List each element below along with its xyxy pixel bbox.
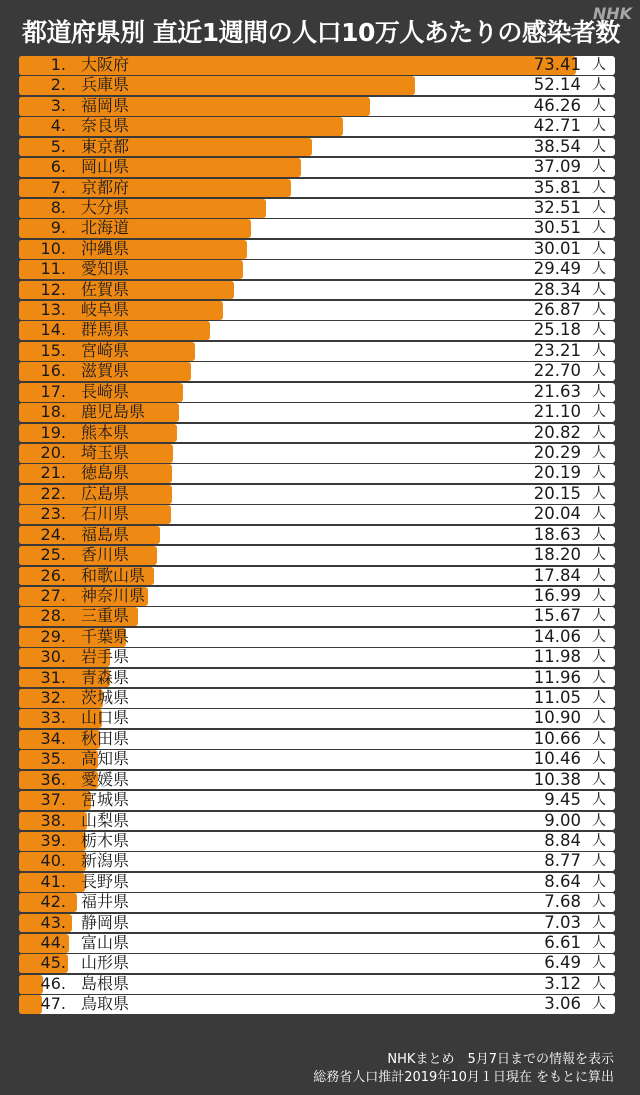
prefecture-label: 京都府	[81, 178, 130, 197]
prefecture-label: 群馬県	[81, 321, 130, 340]
rank-label: 40.	[40, 852, 66, 871]
unit-label: 人	[592, 792, 606, 809]
unit-label: 人	[592, 57, 606, 73]
value-label: 20.04	[533, 505, 581, 524]
table-row	[19, 179, 615, 198]
prefecture-label: 岐阜県	[81, 301, 130, 320]
unit-label: 人	[592, 894, 606, 911]
value-label: 18.63	[533, 525, 581, 544]
value-label: 15.67	[533, 607, 581, 626]
unit-label: 人	[592, 751, 606, 768]
unit-label: 人	[592, 363, 606, 380]
prefecture-label: 沖縄県	[81, 239, 130, 258]
value-label: 23.21	[533, 341, 581, 360]
table-row	[19, 485, 615, 504]
table-row	[19, 791, 615, 810]
value-label: 30.51	[533, 219, 581, 238]
prefecture-label: 愛知県	[81, 260, 130, 279]
prefecture-label: 徳島県	[81, 464, 130, 483]
rank-label: 47.	[40, 995, 66, 1014]
unit-label: 人	[592, 97, 606, 114]
table-row	[19, 158, 615, 177]
unit-label: 人	[592, 608, 606, 625]
unit-label: 人	[592, 342, 606, 359]
prefecture-label: 富山県	[81, 934, 130, 953]
prefecture-label: 兵庫県	[81, 76, 130, 95]
rank-label: 13.	[40, 301, 66, 320]
rank-label: 1.	[50, 56, 66, 74]
table-row	[19, 383, 615, 402]
value-label: 25.18	[533, 321, 581, 340]
value-label: 20.29	[533, 443, 581, 462]
rank-label: 46.	[40, 974, 66, 993]
rank-label: 19.	[40, 423, 66, 442]
unit-label: 人	[592, 853, 606, 870]
table-row	[19, 812, 615, 831]
unit-label: 人	[592, 669, 606, 686]
prefecture-label: 三重県	[81, 607, 130, 626]
unit-label: 人	[592, 812, 606, 829]
bar	[19, 117, 343, 136]
value-label: 22.70	[533, 362, 581, 381]
rank-label: 10.	[40, 239, 66, 258]
table-row	[19, 321, 615, 340]
prefecture-label: 熊本県	[81, 423, 130, 442]
table-row	[19, 97, 615, 116]
prefecture-label: 宮城県	[81, 791, 130, 810]
table-row	[19, 260, 615, 279]
value-label: 6.49	[544, 954, 581, 973]
prefecture-label: 広島県	[81, 484, 130, 503]
prefecture-label: 長崎県	[81, 382, 130, 401]
unit-label: 人	[592, 261, 606, 278]
prefecture-label: 岡山県	[81, 158, 130, 177]
table-row	[19, 709, 615, 728]
unit-label: 人	[592, 587, 606, 604]
rank-label: 7.	[50, 178, 66, 197]
unit-label: 人	[592, 506, 606, 523]
value-label: 52.14	[533, 76, 581, 95]
value-label: 20.15	[533, 484, 581, 503]
prefecture-label: 大分県	[81, 198, 130, 217]
rank-label: 42.	[40, 893, 66, 912]
value-label: 6.61	[544, 934, 581, 953]
table-row	[19, 954, 615, 973]
unit-label: 人	[592, 77, 606, 94]
rank-label: 38.	[40, 811, 66, 830]
value-label: 3.06	[544, 995, 581, 1014]
table-row	[19, 607, 615, 626]
rank-label: 15.	[40, 341, 66, 360]
value-label: 42.71	[533, 117, 581, 136]
table-row	[19, 219, 615, 238]
value-label: 30.01	[533, 239, 581, 258]
rank-label: 17.	[40, 382, 66, 401]
rank-label: 25.	[40, 546, 66, 565]
table-row	[19, 852, 615, 871]
unit-label: 人	[592, 240, 606, 257]
value-label: 10.66	[533, 729, 581, 748]
unit-label: 人	[592, 199, 606, 216]
prefecture-label: 佐賀県	[81, 280, 130, 299]
unit-label: 人	[592, 730, 606, 747]
table-row	[19, 199, 615, 218]
prefecture-label: 秋田県	[81, 729, 130, 748]
table-row	[19, 403, 615, 422]
value-label: 11.98	[533, 648, 581, 667]
prefecture-label: 青森県	[81, 668, 130, 687]
rank-label: 2.	[50, 76, 66, 95]
unit-label: 人	[592, 771, 606, 788]
value-label: 11.05	[533, 689, 581, 708]
rank-label: 16.	[40, 362, 66, 381]
prefecture-label: 長野県	[81, 872, 130, 891]
table-row	[19, 424, 615, 443]
value-label: 28.34	[533, 280, 581, 299]
prefecture-label: 福島県	[81, 525, 130, 544]
table-row	[19, 750, 615, 769]
unit-label: 人	[592, 649, 606, 666]
chart-title: 都道府県別 直近1週間の人口10万人あたりの感染者数	[22, 18, 620, 47]
prefecture-label: 宮崎県	[81, 341, 130, 360]
prefecture-label: 滋賀県	[81, 362, 130, 381]
rank-label: 44.	[40, 934, 66, 953]
value-label: 16.99	[533, 586, 581, 605]
value-label: 8.84	[544, 831, 581, 850]
bar	[19, 975, 43, 994]
unit-label: 人	[592, 955, 606, 972]
table-row	[19, 771, 615, 790]
rank-label: 26.	[40, 566, 66, 585]
value-label: 46.26	[533, 96, 581, 115]
table-row	[19, 730, 615, 749]
unit-label: 人	[592, 404, 606, 421]
value-label: 10.90	[533, 709, 581, 728]
unit-label: 人	[592, 547, 606, 564]
table-row	[19, 587, 615, 606]
value-label: 9.00	[544, 811, 581, 830]
nhk-watermark: NHK	[592, 4, 632, 23]
table-row	[19, 240, 615, 259]
unit-label: 人	[592, 465, 606, 482]
prefecture-label: 大阪府	[81, 56, 130, 74]
prefecture-label: 石川県	[81, 505, 130, 524]
unit-label: 人	[592, 322, 606, 339]
rank-label: 31.	[40, 668, 66, 687]
table-row	[19, 628, 615, 647]
value-label: 35.81	[533, 178, 581, 197]
rank-label: 29.	[40, 627, 66, 646]
bar	[19, 76, 415, 95]
unit-label: 人	[592, 159, 606, 176]
table-row	[19, 342, 615, 361]
rank-label: 20.	[40, 443, 66, 462]
value-label: 37.09	[533, 158, 581, 177]
value-label: 10.38	[533, 770, 581, 789]
rank-label: 35.	[40, 750, 66, 769]
prefecture-label: 山梨県	[81, 811, 130, 830]
prefecture-label: 香川県	[81, 546, 130, 565]
unit-label: 人	[592, 444, 606, 461]
table-row	[19, 893, 615, 912]
value-label: 21.10	[533, 403, 581, 422]
value-label: 20.19	[533, 464, 581, 483]
rank-label: 30.	[40, 648, 66, 667]
unit-label: 人	[592, 220, 606, 237]
rank-label: 3.	[50, 96, 66, 115]
table-row	[19, 914, 615, 933]
prefecture-label: 茨城県	[81, 689, 130, 708]
rank-label: 14.	[40, 321, 66, 340]
rank-label: 18.	[40, 403, 66, 422]
rank-label: 43.	[40, 913, 66, 932]
unit-label: 人	[592, 383, 606, 400]
rank-label: 21.	[40, 464, 66, 483]
rank-label: 28.	[40, 607, 66, 626]
rank-label: 41.	[40, 872, 66, 891]
value-label: 29.49	[533, 260, 581, 279]
unit-label: 人	[592, 485, 606, 502]
rank-label: 22.	[40, 484, 66, 503]
rank-label: 39.	[40, 831, 66, 850]
table-row	[19, 546, 615, 565]
prefecture-label: 山形県	[81, 954, 130, 973]
value-label: 3.12	[544, 974, 581, 993]
table-row	[19, 669, 615, 688]
unit-label: 人	[592, 118, 606, 135]
rank-label: 33.	[40, 709, 66, 728]
table-row	[19, 301, 615, 320]
table-row	[19, 56, 615, 75]
table-row	[19, 567, 615, 586]
unit-label: 人	[592, 302, 606, 319]
unit-label: 人	[592, 628, 606, 645]
unit-label: 人	[592, 996, 606, 1013]
value-label: 8.64	[544, 872, 581, 891]
unit-label: 人	[592, 179, 606, 196]
table-row	[19, 76, 615, 95]
prefecture-label: 静岡県	[81, 913, 130, 932]
unit-label: 人	[592, 914, 606, 931]
value-label: 38.54	[533, 137, 581, 156]
table-row	[19, 995, 615, 1014]
prefecture-label: 奈良県	[81, 117, 130, 136]
rank-label: 23.	[40, 505, 66, 524]
table-row	[19, 526, 615, 545]
prefecture-label: 埼玉県	[81, 443, 130, 462]
table-row	[19, 117, 615, 136]
value-label: 73.41	[533, 56, 581, 74]
prefecture-label: 福岡県	[81, 96, 130, 115]
prefecture-label: 東京都	[81, 137, 130, 156]
rank-label: 24.	[40, 525, 66, 544]
value-label: 20.82	[533, 423, 581, 442]
rank-label: 11.	[40, 260, 66, 279]
prefecture-label: 和歌山県	[81, 566, 146, 585]
rank-label: 32.	[40, 689, 66, 708]
table-row	[19, 362, 615, 381]
rank-label: 12.	[40, 280, 66, 299]
unit-label: 人	[592, 873, 606, 890]
value-label: 7.03	[544, 913, 581, 932]
value-label: 9.45	[544, 791, 581, 810]
prefecture-label: 島根県	[81, 974, 130, 993]
prefecture-label: 栃木県	[81, 831, 130, 850]
rank-label: 34.	[40, 729, 66, 748]
rank-label: 8.	[50, 198, 66, 217]
table-row	[19, 505, 615, 524]
rank-label: 4.	[50, 117, 66, 136]
unit-label: 人	[592, 526, 606, 543]
prefecture-label: 高知県	[81, 750, 130, 769]
source-note: NHKまとめ 5月7日までの情報を表示	[387, 1052, 614, 1067]
value-label: 8.77	[544, 852, 581, 871]
rank-label: 37.	[40, 791, 66, 810]
population-note: 総務省人口推計2019年10月１日現在 をもとに算出	[313, 1070, 614, 1085]
bar	[19, 995, 42, 1014]
prefecture-label: 鹿児島県	[81, 403, 146, 422]
prefecture-label: 鳥取県	[81, 995, 130, 1014]
table-row	[19, 934, 615, 953]
value-label: 26.87	[533, 301, 581, 320]
prefecture-label: 福井県	[81, 893, 130, 912]
unit-label: 人	[592, 281, 606, 298]
value-label: 32.51	[533, 198, 581, 217]
prefecture-label: 新潟県	[81, 852, 130, 871]
prefecture-label: 愛媛県	[81, 770, 130, 789]
unit-label: 人	[592, 567, 606, 584]
value-label: 21.63	[533, 382, 581, 401]
value-label: 11.96	[533, 668, 581, 687]
table-row	[19, 281, 615, 300]
bar	[19, 97, 370, 116]
prefecture-label: 山口県	[81, 709, 130, 728]
value-label: 10.46	[533, 750, 581, 769]
unit-label: 人	[592, 935, 606, 952]
rank-label: 27.	[40, 586, 66, 605]
unit-label: 人	[592, 710, 606, 727]
value-label: 7.68	[544, 893, 581, 912]
rank-label: 5.	[50, 137, 66, 156]
table-row	[19, 444, 615, 463]
rank-label: 36.	[40, 770, 66, 789]
value-label: 17.84	[533, 566, 581, 585]
table-row	[19, 832, 615, 851]
prefecture-label: 北海道	[81, 219, 130, 238]
rank-label: 6.	[50, 158, 66, 177]
table-row	[19, 873, 615, 892]
table-row	[19, 975, 615, 994]
value-label: 18.20	[533, 546, 581, 565]
prefecture-label: 岩手県	[81, 648, 130, 667]
unit-label: 人	[592, 690, 606, 707]
unit-label: 人	[592, 832, 606, 849]
value-label: 14.06	[533, 627, 581, 646]
unit-label: 人	[592, 975, 606, 992]
unit-label: 人	[592, 424, 606, 441]
rank-label: 9.	[50, 219, 66, 238]
prefecture-label: 千葉県	[81, 627, 130, 646]
rank-label: 45.	[40, 954, 66, 973]
table-row	[19, 689, 615, 708]
unit-label: 人	[592, 138, 606, 155]
prefecture-label: 神奈川県	[81, 586, 146, 605]
table-row	[19, 138, 615, 157]
table-row	[19, 648, 615, 667]
table-row	[19, 464, 615, 483]
